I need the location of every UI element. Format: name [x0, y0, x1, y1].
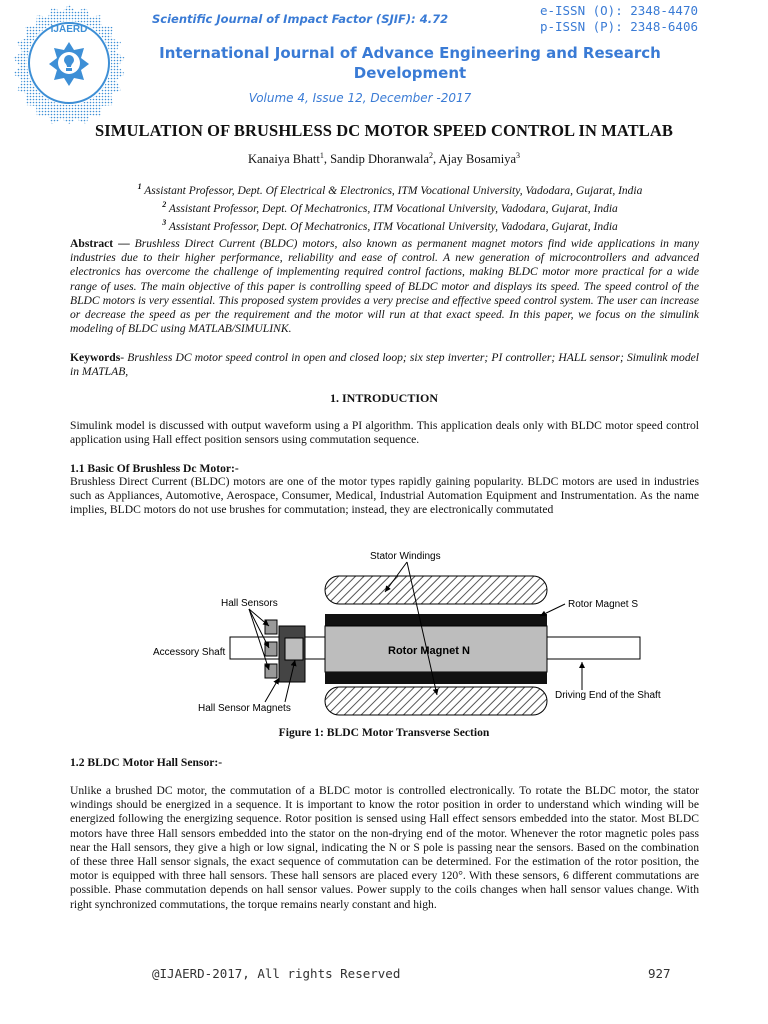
keywords-label: Keywords — [70, 351, 121, 364]
paper-title: SIMULATION OF BRUSHLESS DC MOTOR SPEED CONTROL IN MATLAB — [95, 121, 673, 140]
pissn: p-ISSN (P): 2348-6406 — [539, 19, 698, 34]
hall-sensor-1 — [265, 620, 277, 634]
rotor-magnet-s — [325, 614, 547, 626]
label-rotor-magnet-n: Rotor Magnet N — [388, 645, 470, 657]
journal-name-line1: International Journal of Advance Engineering and Research — [159, 44, 661, 62]
hall-sensor-3 — [265, 664, 277, 678]
issn-block — [540, 3, 698, 35]
author-1: Kanaiya Bhatt — [247, 152, 320, 167]
authors: Kanaiya Bhatt$^1$, Sandip Dhoranwala$^2$, Ajay Bosamiya$^3$ — [247, 151, 521, 167]
label-accessory-shaft: Accessory Shaft — [153, 647, 226, 658]
author-2: Sandip Dhoranwala — [330, 152, 430, 167]
author-1-sup: 1 — [319, 151, 324, 160]
label-driving-end: Driving End of the Shaft — [555, 690, 661, 701]
author-3: Ajay Bosamiya — [438, 152, 517, 167]
volume-info: Volume 4, Issue 12, December -2017 — [248, 91, 472, 105]
figure-caption: Figure 1: BLDC Motor Transverse Section — [278, 726, 490, 739]
affiliations — [70, 180, 710, 233]
intro-paragraph: Simulink model is discussed with output waveform using a PI algorithm. This application deals only with BLDC motor speed control application using Hall effect position sensors using commutation sequence. — [70, 419, 699, 447]
abstract — [70, 237, 699, 336]
affiliation-1: $^1$ Assistant Professor, Dept. Of Electrical & Electronics, ITM Vocational University, Vadodara, Gujarat, India — [137, 182, 643, 197]
label-stator-windings: Stator Windings — [370, 551, 441, 562]
footer-copyright: @IJAERD-2017, All rights Reserved — [152, 966, 401, 981]
journal-logo — [8, 2, 130, 124]
bldc-motor-figure — [145, 540, 685, 720]
section-heading-introduction: 1. INTRODUCTION — [329, 391, 438, 405]
journal-name — [150, 43, 670, 83]
eissn: e-ISSN (O): 2348-4470 — [539, 3, 698, 18]
sjif-label: Scientific Journal of Impact Factor (SJIF): 4.72 — [152, 12, 449, 26]
subsection-heading-1-1: 1.1 Basic Of Brushless Dc Motor:- — [70, 462, 239, 475]
author-3-sup: 3 — [516, 151, 521, 160]
journal-name-line2: Development — [353, 64, 467, 82]
subsection-paragraph-1-2: Unlike a brushed DC motor, the commutation of a BLDC motor is controlled electronically. To rotate the BLDC motor, the stator windings should be energized in a sequence. It is important to know the rotor position in order to understand which winding will be energized following the energizing sequence. Rotor position is sensed using Hall effect sensors embedded into the stator. Most BLDC motors have three Hall sensors embedded into the stator on the non-drying end of the motor. Whenever the rotor magnetic poles pass near the Hall sensors, they give a high or low signal, indicating the N or S pole is passing near the sensors. Based on the combination of these three Hall sensor signals, the exact sequence of commutation can be determined. For the estimation of the rotor position, the motor is equipped with three hall sensors. These hall sensors are placed every 120°. With these sensors, 6 different commutations are possible. Phase commutation depends on hall sensor values. Power supply to the coils changes when hall sensor values change. With right synchronized commutations, the torque remains nearly constant and high. — [70, 784, 699, 911]
subsection-paragraph-1-1: Brushless Direct Current (BLDC) motors are one of the motor types rapidly gaining popularity. BLDC motors are used in industries such as Appliances, Automotive, Aerospace, Consumer, Medical, Industrial Automation Equipment and Instrumentation. As the name implies, BLDC motors do not use brushes for commutation; instead, they are electronically commutated — [70, 475, 699, 517]
label-hall-sensors: Hall Sensors — [221, 598, 278, 609]
abstract-text: Brushless Direct Current (BLDC) motors, also known as permanent magnet motors find wide applications in many industries due to their higher performance, reliability and ease of control. A new generation of microcontrollers and advanced electronics has overcome the challenge of implementing required control factions, making BLDC motor more practical for a wide range of uses. The main objective of this paper is controlling speed of BLDC motor and displays its speed. The speed control of the BLDC motors is very essential. This proposed system provides a very precise and effective speed control system. The user can increase or decrease the speed as per the requirement and the motor will run at that exact speed. In this paper, we focus on the simulink modeling of BLDC using MATLAB/SIMULINK. — [70, 237, 700, 336]
label-hall-sensor-magnets: Hall Sensor Magnets — [198, 703, 291, 714]
label-rotor-magnet-s: Rotor Magnet S — [568, 599, 639, 610]
affiliation-3: $^3$ Assistant Professor, Dept. Of Mechatronics, ITM Vocational University, Vadodara, Gujarat, India — [162, 217, 618, 233]
abstract-label: Abstract — — [70, 237, 130, 250]
author-2-sup: 2 — [429, 151, 434, 160]
keywords — [70, 351, 699, 379]
rotor-bottom — [325, 672, 547, 684]
subsection-heading-1-2: 1.2 BLDC Motor Hall Sensor:- — [70, 756, 223, 769]
affiliation-2: $^2$ Assistant Professor, Dept. Of Mechatronics, ITM Vocational University, Vadodara, Gujarat, India — [162, 199, 618, 215]
logo-text: IJAERD — [50, 24, 88, 35]
keywords-text: - Brushless DC motor speed control in open and closed loop; six step inverter; PI controller; HALL sensor; Simulink model in MATLAB, — [70, 351, 699, 379]
hall-sensor-magnet — [285, 638, 303, 660]
footer-page-number: 927 — [648, 966, 671, 981]
stator-winding-top — [325, 576, 547, 604]
